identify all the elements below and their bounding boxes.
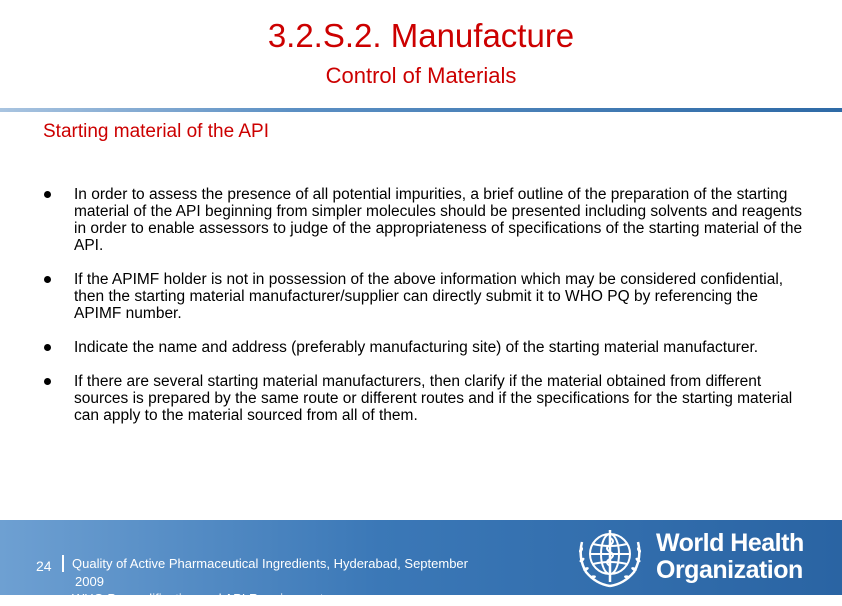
header-divider <box>0 108 842 112</box>
bullet-list <box>44 186 804 441</box>
bullet-text: If the APIMF holder is not in possession of the above information which may be considered confidential, then the starting material manufacturer/supplier can directly submit it to WHO PQ by referencing the APIMF number. <box>74 271 784 322</box>
footer-caption-cutoff: WHO Prequalification and API Requirements <box>72 591 330 606</box>
bullet-item <box>44 339 804 356</box>
bullet-dot-icon <box>44 344 51 351</box>
footer-caption: Quality of Active Pharmaceutical Ingredients, Hyderabad, September <box>72 556 468 571</box>
footer-divider <box>62 555 64 572</box>
slide-title: 3.2.S.2. Manufacture <box>267 17 575 54</box>
bullet-text: If there are several starting material manufacturers, then clarify if the material obtained from different sources is prepared by the same route or different routes and if the specifications for the starting material can apply to the material sourced from all of them. <box>74 373 793 424</box>
footer-caption-year: 2009 <box>75 574 104 589</box>
slide-subtitle: Control of Materials <box>325 63 517 88</box>
who-emblem-icon <box>572 522 648 592</box>
bullet-dot-icon <box>44 191 51 198</box>
who-name-line1: World Health <box>656 529 804 557</box>
section-heading: Starting material of the API <box>43 121 270 142</box>
bullet-text: Indicate the name and address (preferably manufacturing site) of the starting material manufacturer. <box>74 339 759 356</box>
footer-bar <box>0 520 842 606</box>
page-number: 24 <box>36 558 52 574</box>
bullet-item <box>44 373 804 424</box>
bullet-dot-icon <box>44 276 51 283</box>
who-name-line2: Organization <box>656 556 803 584</box>
bullet-item <box>44 271 804 322</box>
bullet-item <box>44 186 804 254</box>
bullet-text: In order to assess the presence of all potential impurities, a brief outline of the preparation of the starting material of the API beginning from simpler molecules should be presented including solvents and reagents in order to enable assessors to judge of the appropriateness of specifications of the starting material of the API. <box>74 186 803 254</box>
bullet-dot-icon <box>44 378 51 385</box>
